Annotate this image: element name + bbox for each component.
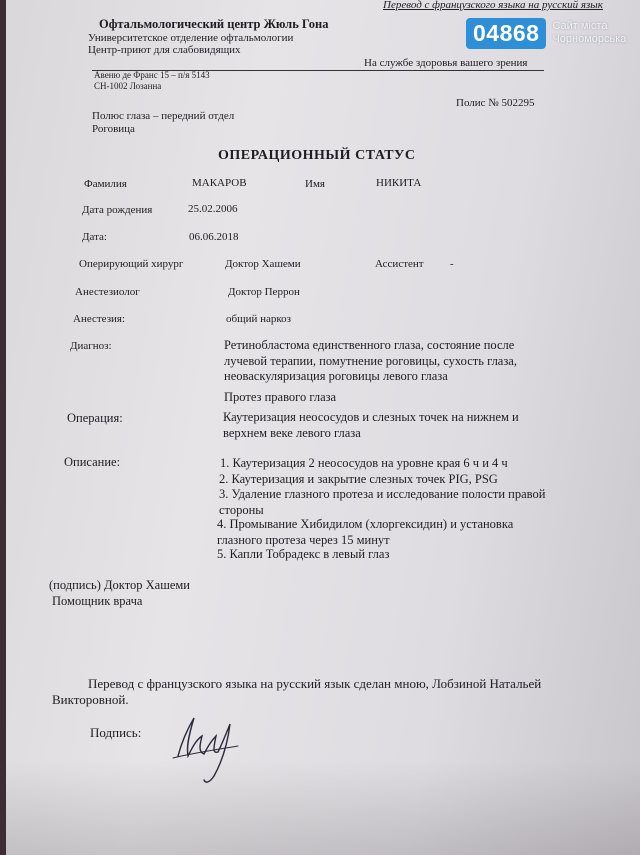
policy-number: Полис № 502295: [456, 97, 535, 109]
watermark-code: 04868: [466, 18, 546, 49]
section-cornea: Роговица: [92, 123, 135, 135]
doctor-assistant: Помощник врача: [52, 594, 143, 608]
signature-label: Подпись:: [90, 725, 142, 740]
diagnosis-label: Диагноз:: [70, 340, 112, 352]
org-address-1: Авеню де Франс 15 – п/я 5143: [94, 70, 210, 80]
translation-header: Перевод с французского языка на русский язык: [383, 0, 603, 11]
section-eye-pole: Полюс глаза – передний отдел: [92, 110, 235, 122]
operation-label: Операция:: [67, 411, 123, 425]
description-item-2: 2. Каутеризация и закрытие слезных точек PIG, PSG: [219, 472, 498, 486]
surgeon-label: Оперирующий хирург: [79, 258, 184, 270]
surname-value: МАКАРОВ: [192, 177, 247, 189]
description-item-4: 4. Промывание Хибидилом (хлоргексидин) и установка глазного протеза через 15 минут: [217, 517, 514, 547]
org-department: Университетское отделение офтальмологии: [88, 32, 294, 44]
description-label: Описание:: [64, 455, 121, 469]
name-value: НИКИТА: [376, 177, 422, 189]
dob-label: Дата рождения: [82, 204, 153, 216]
anesthesia-label: Анестезия:: [73, 313, 126, 325]
assistant-label: Ассистент: [375, 258, 424, 270]
org-motto: На службе здоровья вашего зрения: [364, 57, 528, 69]
document-title: ОПЕРАЦИОННЫЙ СТАТУС: [218, 148, 416, 163]
description-item-3: 3. Удаление глазного протеза и исследование полости правой стороны: [219, 487, 546, 517]
org-center: Центр-приют для слабовидящих: [88, 44, 241, 56]
signed-by-surgeon: (подпись) Доктор Хашеми: [49, 578, 190, 592]
date-value: 06.06.2018: [189, 231, 239, 243]
description-item-1: 1. Каутеризация 2 неососудов на уровне края 6 ч и 4 ч: [220, 456, 508, 470]
surgeon-value: Доктор Хашеми: [225, 258, 301, 270]
site-watermark: [466, 15, 626, 51]
diagnosis-secondary: Протез правого глаза: [224, 390, 337, 404]
diagnosis-text: Ретинобластома единственного глаза, состояние после лучевой терапии, помутнение роговицы, сухость глаза, неоваскуляризация роговицы левого глаза: [224, 338, 517, 383]
org-address-2: CH-1002 Лозанна: [94, 81, 162, 91]
anesthesia-value: общий наркоз: [226, 313, 291, 325]
watermark-text: Сайт міста Чорноморська: [552, 20, 627, 45]
translator-signature: [168, 696, 248, 786]
date-label: Дата:: [82, 231, 107, 243]
anesthesiologist-value: Доктор Перрон: [228, 286, 300, 298]
description-item-5: 5. Капли Тобрадекс в левый глаз: [217, 547, 390, 561]
dob-value: 25.02.2006: [188, 203, 238, 215]
name-label: Имя: [305, 178, 325, 190]
assistant-value: -: [450, 258, 454, 270]
org-name: Офтальмологический центр Жюль Гона: [99, 17, 329, 31]
operation-text: Каутеризация неососудов и слезных точек на нижнем и верхнем веке левого глаза: [223, 410, 519, 440]
surname-label: Фамилия: [84, 178, 127, 190]
page-edge-shadow: [0, 0, 6, 855]
translator-statement: Перевод с французского языка на русский язык сделан мною, Лобзиной Натальей Викторовной.: [52, 676, 542, 707]
anesthesiologist-label: Анестезиолог: [75, 286, 140, 298]
